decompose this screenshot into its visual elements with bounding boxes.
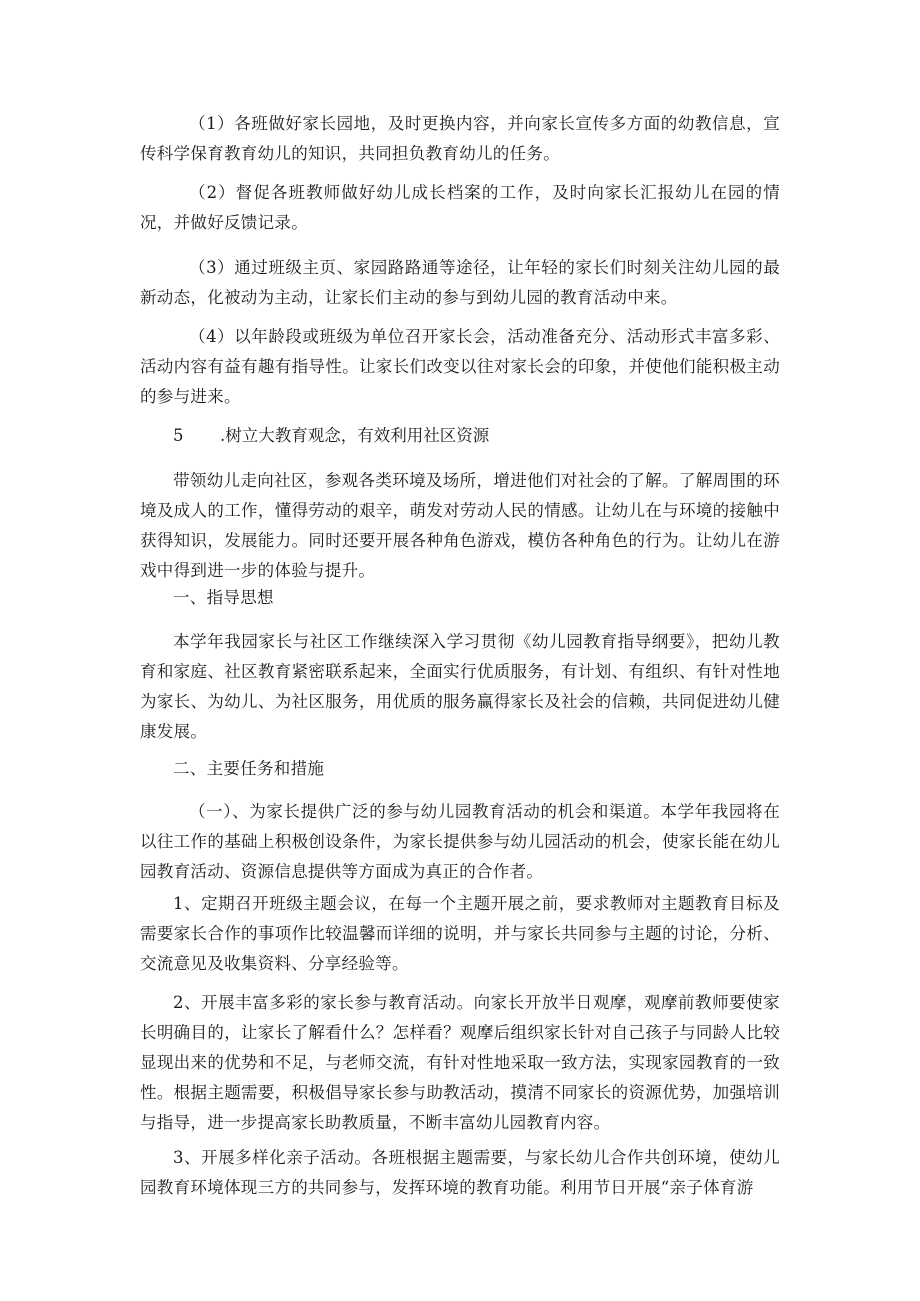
heading-guiding-thought: 一、指导思想 <box>173 588 274 607</box>
section-number: 5 <box>173 426 184 445</box>
paragraph-guiding-thought: 本学年我园家长与社区工作继续深入学习贯彻《幼儿园教育指导纲要》，把幼儿教育和家庭、社区教育紧密联系起来，全面实行优质服务，有计划、有组织、有针对性地为家长、为幼儿、为社区服务，用优质的服务赢得家长及社会的信赖，共同促进幼儿健康发展。 <box>140 632 780 741</box>
paragraph-item-4: （4）以年龄段或班级为单位召开家长会，活动准备充分、活动形式丰富多彩、活动内容有益有趣有指导性。让家长们改变以往对家长会的印象，并使他们能积极主动的参与进来。 <box>140 327 780 406</box>
heading-main-tasks: 二、主要任务和措施 <box>173 759 325 778</box>
paragraph-task-overview: （一）、为家长提供广泛的参与幼儿园教育活动的机会和渠道。本学年我园将在以往工作的基础上积极创设条件，为家长提供参与幼儿园活动的机会，使家长能在幼儿园教育活动、资源信息提供等方面成为真正的合作者。 <box>140 802 780 881</box>
paragraph-task-3: 3、开展多样化亲子活动。各班根据主题需要，与家长幼儿合作共创环境，使幼儿园教育环境体现三方的共同参与，发挥环境的教育功能。利用节日开展“亲子体育游 <box>140 1148 780 1197</box>
paragraph-task-2: 2、开展丰富多彩的家长参与教育活动。向家长开放半日观摩，观摩前教师要使家长明确目的，让家长了解看什么？怎样看？观摩后组织家长针对自己孩子与同龄人比较显现出来的优势和不足，与老师交流，有针对性地采取一致方法，实现家园教育的一致性。根据主题需要，积极倡导家长参与助教活动，摸清不同家长的资源优势，加强培训与指导，进一步提高家长助教质量，不断丰富幼儿园教育内容。 <box>140 993 780 1132</box>
paragraph-community: 带领幼儿走向社区，参观各类环境及场所，增进他们对社会的了解。了解周围的环境及成人的工作，懂得劳动的艰辛，萌发对劳动人民的情感。让幼儿在与环境的接触中获得知识，发展能力。同时还要开展各种角色游戏，模仿各种角色的行为。让幼儿在游戏中得到进一步的体验与提升。 <box>140 471 780 580</box>
section-title: .树立大教育观念，有效利用社区资源 <box>220 426 490 445</box>
paragraph-task-1: 1、定期召开班级主题会议，在每一个主题开展之前，要求教师对主题教育目标及需要家长合作的事项作比较温馨而详细的说明，并与家长共同参与主题的讨论，分析、交流意见及收集资料、分享经验等。 <box>140 894 780 973</box>
section-heading-5 <box>173 421 489 451</box>
paragraph-item-2: （2）督促各班教师做好幼儿成长档案的工作，及时向家长汇报幼儿在园的情况，并做好反馈记录。 <box>140 183 780 232</box>
paragraph-item-1: （1）各班做好家长园地，及时更换内容，并向家长宣传多方面的幼教信息，宣传科学保育教育幼儿的知识，共同担负教育幼儿的任务。 <box>140 114 780 163</box>
paragraph-item-3: （3）通过班级主页、家园路路通等途径，让年轻的家长们时刻关注幼儿园的最新动态，化被动为主动，让家长们主动的参与到幼儿园的教育活动中来。 <box>140 258 780 307</box>
